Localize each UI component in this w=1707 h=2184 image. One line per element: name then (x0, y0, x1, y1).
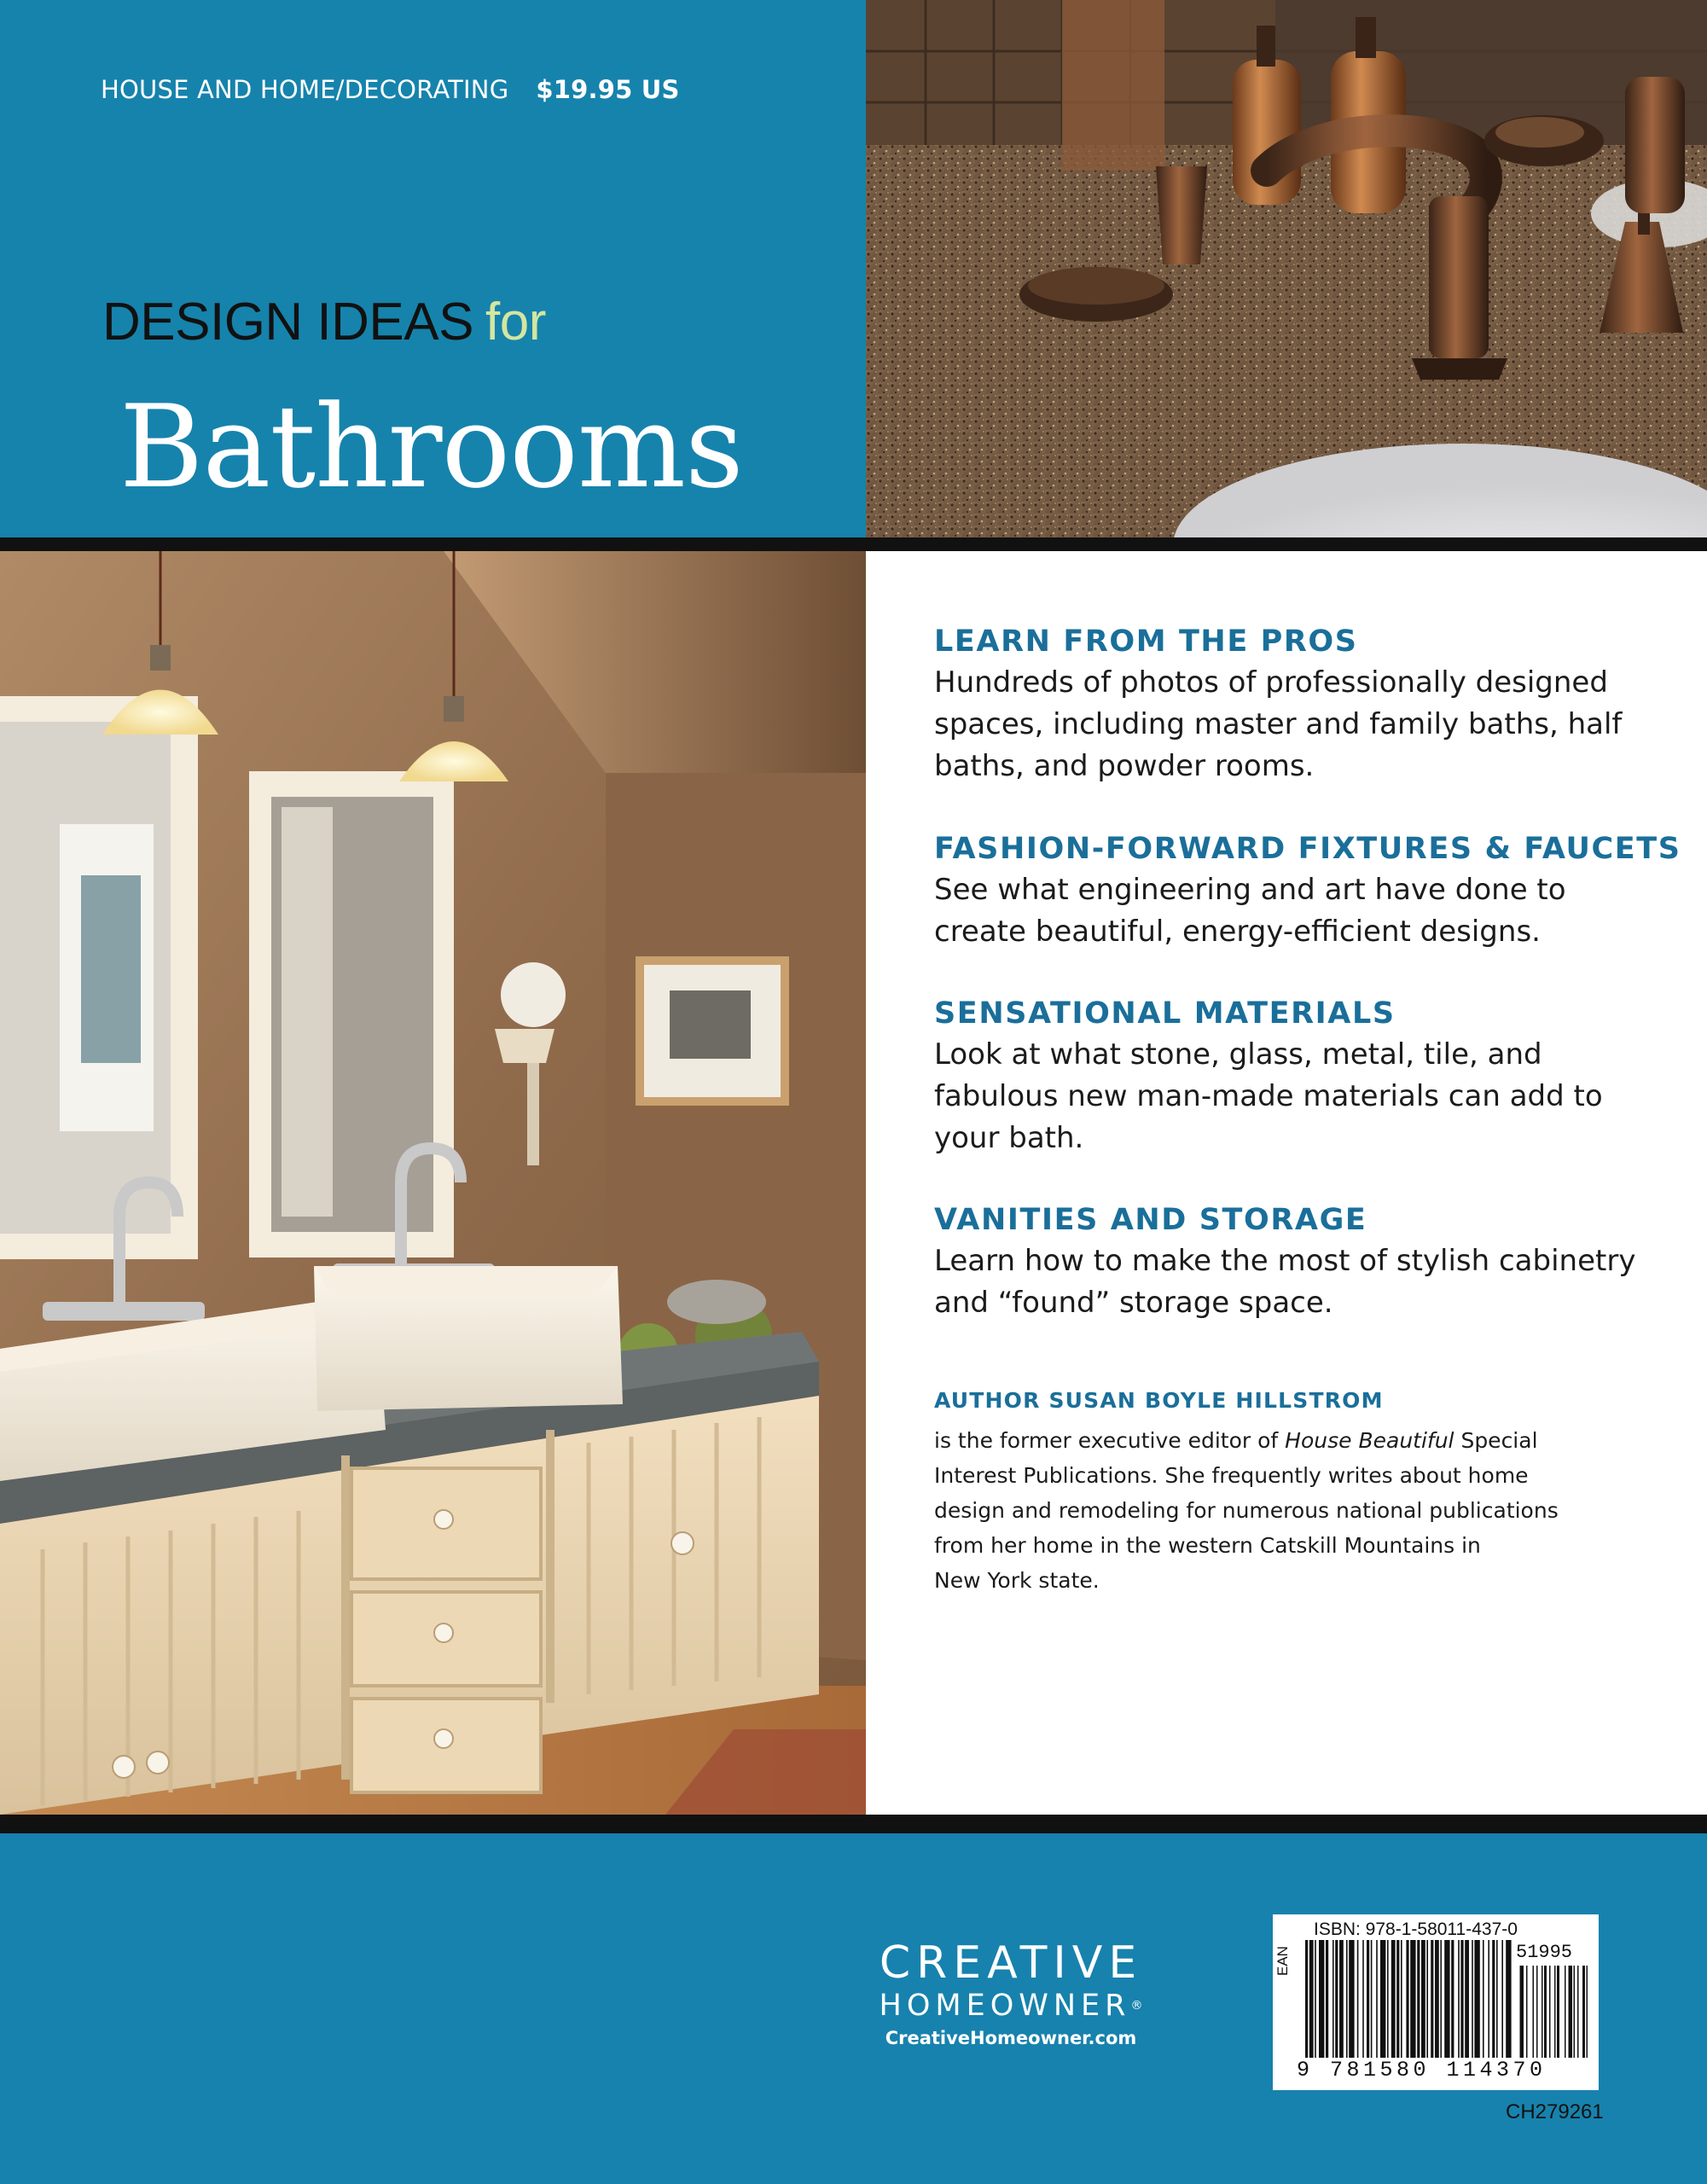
barcode-bar (1501, 1940, 1503, 2058)
feature-heading: LEARN FROM THE PROS (934, 624, 1358, 659)
isbn-label: ISBN: 978-1-58011-437-0 (1314, 1920, 1518, 1939)
feature-heading: SENSATIONAL MATERIALS (934, 996, 1396, 1031)
barcode-bar (1465, 1940, 1469, 2058)
author-line: Interest Publications. She frequently writes about home (934, 1463, 1529, 1488)
registered-mark: ® (1130, 1999, 1143, 2013)
barcode-bar (1536, 1966, 1538, 2058)
barcode-bar (1315, 1940, 1316, 2058)
barcode-bar (1406, 1940, 1408, 2058)
barcode-bar (1506, 1940, 1511, 2058)
barcode-bar (1451, 1940, 1454, 2058)
barcode-bar (1410, 1940, 1415, 2058)
feature-line: Learn how to make the most of stylish cabinetry (934, 1244, 1636, 1278)
barcode-bar (1492, 1940, 1495, 2058)
publisher-website: CreativeHomeowner.com (885, 2028, 1137, 2048)
feature-learn-from-pros (934, 623, 1685, 787)
barcode-bar (1426, 1940, 1428, 2058)
feature-body (934, 869, 1685, 953)
category-label: HOUSE AND HOME/DECORATING (101, 75, 509, 104)
barcode-bar (1582, 1966, 1585, 2058)
barcode-bar (1542, 1966, 1543, 2058)
barcode-bar (1326, 1940, 1328, 2058)
feature-line: baths, and powder rooms. (934, 749, 1315, 783)
barcode-bar (1362, 1940, 1364, 2058)
barcode-bar (1483, 1940, 1484, 2058)
feature-heading: VANITIES AND STORAGE (934, 1203, 1367, 1237)
publisher-name-line2 (853, 1988, 1169, 2024)
barcode-bar (1431, 1940, 1433, 2058)
barcode-bar (1460, 1940, 1463, 2058)
description-panel (866, 551, 1707, 1815)
magazine-title: House Beautiful (1285, 1428, 1454, 1453)
barcode-bar (1387, 1940, 1389, 2058)
feature-line: Hundreds of photos of professionally designed (934, 665, 1608, 700)
author-body (934, 1423, 1685, 1598)
top-divider (0, 537, 1707, 551)
feature-line: See what engineering and art have done to (934, 873, 1566, 907)
publisher-name-line1: CREATIVE (879, 1937, 1143, 1989)
barcode-bar (1305, 1940, 1308, 2058)
feature-heading: FASHION-FORWARD FIXTURES & FAUCETS (934, 832, 1681, 866)
barcode-bar (1526, 1966, 1528, 2058)
publisher-name: HOMEOWNER (879, 1989, 1131, 2023)
barcode-bar (1417, 1940, 1420, 2058)
barcode-bar (1380, 1940, 1385, 2058)
author-heading: AUTHOR SUSAN BOYLE HILLSTROM (934, 1388, 1384, 1413)
author-line: design and remodeling for numerous national publications (934, 1498, 1559, 1523)
barcode-bar (1401, 1940, 1402, 2058)
barcode-bar (1587, 1966, 1588, 2058)
barcode-bar (1574, 1966, 1576, 2058)
barcode-panel (1273, 1914, 1599, 2090)
feature-line: and “found” storage space. (934, 1286, 1333, 1320)
publisher-logo (853, 1938, 1169, 2053)
barcode-bar (1367, 1940, 1369, 2058)
barcode-bar (1319, 1940, 1324, 2058)
author-line: New York state. (934, 1568, 1100, 1593)
subtitle-design-ideas (102, 292, 546, 352)
barcode-bar (1421, 1940, 1425, 2058)
barcode-bar (1488, 1940, 1489, 2058)
barcode-bar (1376, 1940, 1378, 2058)
feature-line: Look at what stone, glass, metal, tile, and (934, 1037, 1542, 1072)
feature-line: create beautiful, energy-efficient designs. (934, 915, 1541, 949)
barcode-bar (1569, 1966, 1573, 2058)
title-panel (0, 0, 866, 537)
feature-body (934, 1034, 1685, 1159)
title-connector: for (485, 293, 546, 351)
faucet-photo-illustration (866, 0, 1707, 537)
barcode-bar (1520, 1966, 1524, 2058)
author-line: Special (1454, 1428, 1538, 1453)
barcode-bar (1544, 1966, 1547, 2058)
barcode-bar (1554, 1966, 1556, 2058)
barcode-bar (1339, 1940, 1344, 2058)
barcode-bar (1557, 1966, 1559, 2058)
barcode-bar (1396, 1940, 1399, 2058)
barcode-bar (1533, 1966, 1535, 2058)
faucet-countertop-photo (866, 0, 1707, 537)
feature-line: spaces, including master and family baths, half (934, 707, 1623, 741)
feature-line: fabulous new man-made materials can add to (934, 1079, 1603, 1113)
barcode-bar (1444, 1940, 1449, 2058)
price-code: 51995 (1516, 1942, 1573, 1963)
catalog-code: CH279261 (1506, 2100, 1604, 2123)
feature-fixtures-faucets (934, 830, 1685, 953)
barcode-bar (1440, 1940, 1442, 2058)
author-line: from her home in the western Catskill Mountains in (934, 1533, 1481, 1558)
barcode-bar (1335, 1940, 1338, 2058)
barcode-bar (1565, 1966, 1566, 2058)
book-title: Bathrooms (119, 380, 743, 514)
barcode-bar (1472, 1940, 1473, 2058)
barcode-bar (1474, 1940, 1479, 2058)
price-label: $19.95 US (536, 75, 680, 104)
barcode-bar (1309, 1940, 1314, 2058)
feature-body (934, 662, 1685, 787)
bathroom-photo-illustration (0, 551, 866, 1815)
barcode-bar (1357, 1940, 1359, 2058)
barcode-bar (1391, 1940, 1396, 2058)
barcode-bar (1496, 1940, 1498, 2058)
barcode-bar (1458, 1940, 1460, 2058)
barcode-bar (1549, 1966, 1551, 2058)
barcode-bar (1371, 1940, 1373, 2058)
barcode-bar (1346, 1940, 1348, 2058)
feature-line: your bath. (934, 1121, 1084, 1155)
ean-label: EAN (1274, 1946, 1291, 1976)
barcode-bar (1435, 1940, 1439, 2058)
title-prefix: DESIGN IDEAS (102, 293, 473, 351)
feature-body (934, 1240, 1685, 1324)
barcode-bar (1349, 1940, 1354, 2058)
author-bio (934, 1384, 1685, 1598)
feature-sensational-materials (934, 995, 1685, 1159)
barcode-bar (1577, 1966, 1579, 2058)
bottom-divider (0, 1815, 1707, 1833)
feature-vanities-storage (934, 1201, 1685, 1324)
bathroom-vanity-photo (0, 551, 866, 1815)
barcode-bar (1333, 1940, 1334, 2058)
author-line: is the former executive editor of (934, 1428, 1286, 1453)
category-line (101, 75, 680, 104)
ean-digits: 9 781580 114370 (1297, 2058, 1547, 2082)
